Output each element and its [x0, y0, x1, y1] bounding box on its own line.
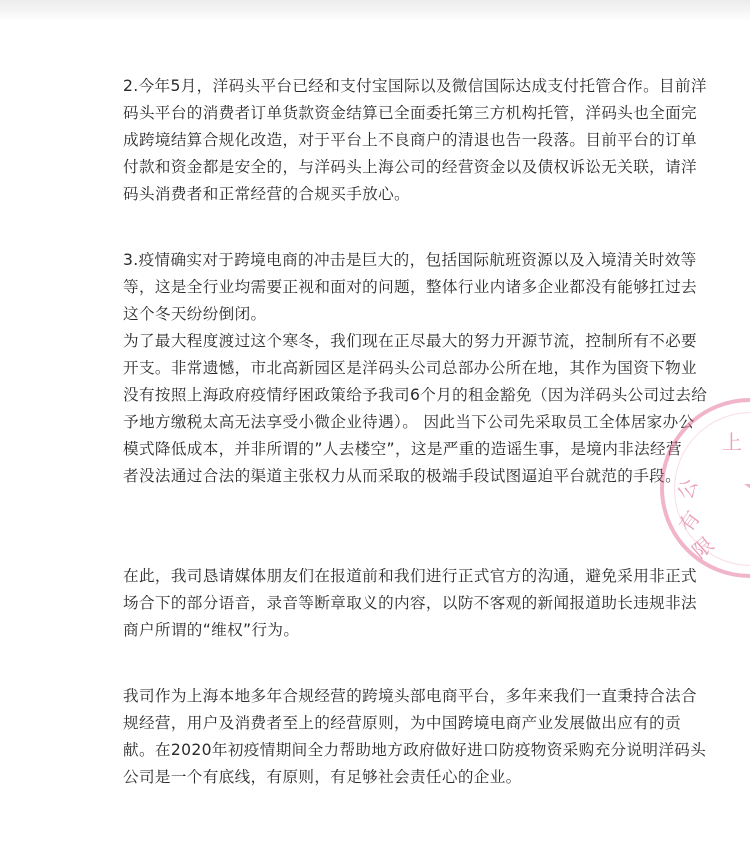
paragraph-5-line-2: 规经营，用户及消费者至上的经营原则，为中国跨境电商产业发展做出应有的贡 [123, 714, 682, 732]
paragraph-3-line-6: 没有按照上海政府疫情纾困政策给予我司6个月的租金豁免（因为洋码头公司过去给 [123, 386, 708, 404]
paragraph-3-line-9: 者没法通过合法的渠道主张权力从而采取的极端手段试图逼迫平台就范的手段。 [123, 467, 682, 485]
stamp-star-icon [742, 464, 750, 518]
paragraph-3-line-5: 开支。非常遗憾，市北高新园区是洋码头公司总部办公所在地，其作为国资下物业 [123, 359, 697, 377]
paragraph-3-line-1: 3.疫情确实对于跨境电商的冲击是巨大的，包括国际航班资源以及入境清关时效等 [123, 251, 697, 269]
paragraph-3-line-2: 等，这是全行业均需要正视和面对的问题，整体行业内诸多企业都没有能够扛过去 [123, 278, 697, 296]
paragraph-2-line-3: 成跨境结算合规化改造，对于平台上不良商户的清退也告一段落。目前平台的订单 [123, 131, 697, 149]
stamp-char-3: 有 [673, 506, 705, 537]
paragraph-5-line-3: 献。在2020年初疫情期间全力帮助地方政府做好进口防疫物资采购充分说明洋码头 [123, 741, 707, 759]
paragraph-2-line-2: 码头平台的消费者订单货款资金结算已全面委托第三方机构托管，洋码头也全面完 [123, 104, 697, 122]
paragraph-2-line-4: 付款和资金都是安全的，与洋码头上海公司的经营资金以及债权诉讼无关联，请洋 [123, 158, 697, 176]
paragraph-4-line-2: 场合下的部分语音，录音等断章取义的内容，以防不客观的新闻报道助长违规非法 [123, 594, 697, 612]
paragraph-4-line-3: 商户所谓的“维权”行为。 [123, 621, 300, 639]
paragraph-3-line-4: 为了最大程度渡过这个寒冬，我们现在正尽最大的努力开源节流，控制所有不必要 [123, 332, 697, 350]
paragraph-5-line-1: 我司作为上海本地多年合规经营的跨境头部电商平台，多年来我们一直秉持合法合 [123, 687, 697, 705]
paragraph-3-line-3: 这个冬天纷纷倒闭。 [123, 305, 267, 323]
paragraph-4-line-1: 在此，我司恳请媒体朋友们在报道前和我们进行正式官方的沟通，避免采用非正式 [123, 567, 697, 585]
paragraph-3-line-8: 模式降低成本，并非所谓的”人去楼空”，这是严重的造谣生事，是境内非法经营 [123, 440, 682, 458]
paragraph-2-line-5: 码头消费者和正常经营的合规买手放心。 [123, 185, 410, 203]
stamp-char-2: 公 [672, 475, 703, 503]
stamp-char-1: 上 [722, 430, 742, 454]
paragraph-2-line-1: 2.今年5月，洋码头平台已经和支付宝国际以及微信国际达成支付托管合作。目前洋 [123, 77, 707, 95]
paragraph-5-line-4: 公司是一个有底线，有原则，有足够社会责任心的企业。 [123, 768, 522, 786]
paragraph-3-line-7: 予地方缴税太高无法享受小微企业待遇）。 因此当下公司先采取员工全体居家办公 [123, 413, 695, 431]
stamp-char-4: 限 [687, 532, 719, 564]
